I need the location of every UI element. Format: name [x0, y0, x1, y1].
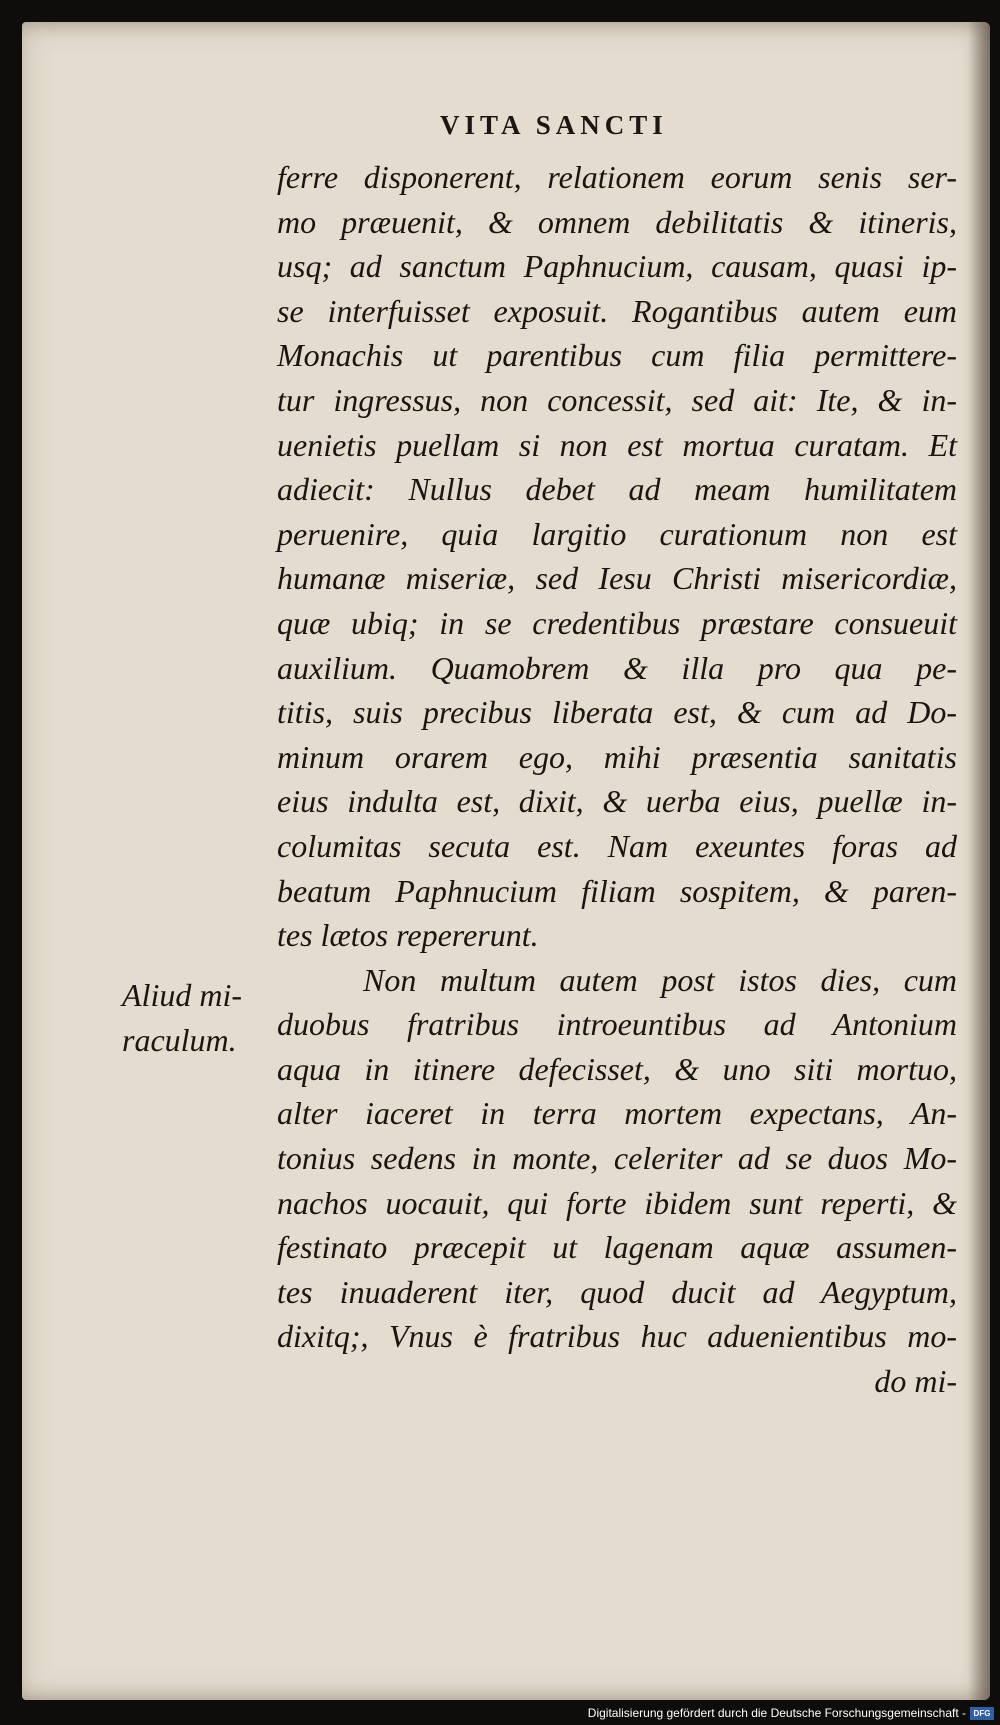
text-line: festinato præcepit ut lagenam aquæ assumen-	[277, 1229, 957, 1266]
text-line: tes inuaderent iter, quod ducit ad Aegyptum,	[277, 1273, 957, 1310]
text-line: auxilium. Quamobrem & illa pro qua pe-	[277, 649, 957, 686]
footer-bar	[0, 1703, 1000, 1725]
text-line: minum orarem ego, mihi præsentia sanitatis	[277, 738, 957, 775]
text-line: ferre disponerent, relationem eorum senis ser-	[277, 159, 957, 195]
funding-credit: Digitalisierung gefördert durch die Deutsche Forschungsgemeinschaft -	[587, 1706, 966, 1720]
text-line: usq; ad sanctum Paphnucium, causam, quasi ip-	[277, 248, 957, 285]
marginal-note	[122, 973, 242, 1062]
text-line: nachos uocauit, qui forte ibidem sunt reperti, &	[277, 1184, 957, 1221]
text-line: dixitq;, Vnus è fratribus huc aduenientibus mo-	[277, 1318, 957, 1355]
text-line: uenietis puellam si non est mortua curatam. Et	[277, 426, 957, 463]
text-line: humanæ miseriæ, sed Iesu Christi misericordiæ,	[277, 560, 957, 597]
text-line: aqua in itinere defecisset, & uno siti mortuo,	[277, 1050, 957, 1087]
main-text	[277, 155, 957, 1404]
text-line: beatum Paphnucium filiam sospitem, & paren-	[277, 872, 957, 909]
text-line: titis, suis precibus liberata est, & cum ad Do-	[277, 694, 957, 731]
text-line: adiecit: Nullus debet ad meam humilitatem	[277, 471, 957, 508]
text-line: Non multum autem post istos dies, cum	[363, 961, 957, 998]
marginal-note-line: raculum.	[122, 1021, 237, 1058]
text-line: columitas secuta est. Nam exeuntes foras ad	[277, 827, 957, 864]
text-line: peruenire, quia largitio curationum non est	[277, 515, 957, 552]
text-line: tes lætos repererunt.	[277, 917, 539, 954]
dfg-logo-icon: DFG	[970, 1707, 994, 1720]
text-line: duobus fratribus introeuntibus ad Antonium	[277, 1006, 957, 1043]
text-line: tonius sedens in monte, celeriter ad se duos Mo-	[277, 1140, 957, 1177]
text-line: eius indulta est, dixit, & uerba eius, puellæ in-	[277, 783, 957, 820]
catchword: do mi-	[874, 1363, 957, 1400]
running-header: VITA SANCTI	[440, 110, 668, 140]
text-line: alter iaceret in terra mortem expectans, An-	[277, 1095, 957, 1132]
text-line: tur ingressus, non concessit, sed ait: Ite, & in-	[277, 381, 957, 418]
text-line: quæ ubiq; in se credentibus præstare consueuit	[277, 604, 957, 641]
text-line: Monachis ut parentibus cum filia permittere-	[277, 337, 957, 374]
text-line: mo præuenit, & omnem debilitatis & itineris,	[277, 203, 957, 240]
marginal-note-line: Aliud mi-	[122, 977, 242, 1013]
text-line: se interfuisset exposuit. Rogantibus autem eum	[277, 292, 957, 329]
